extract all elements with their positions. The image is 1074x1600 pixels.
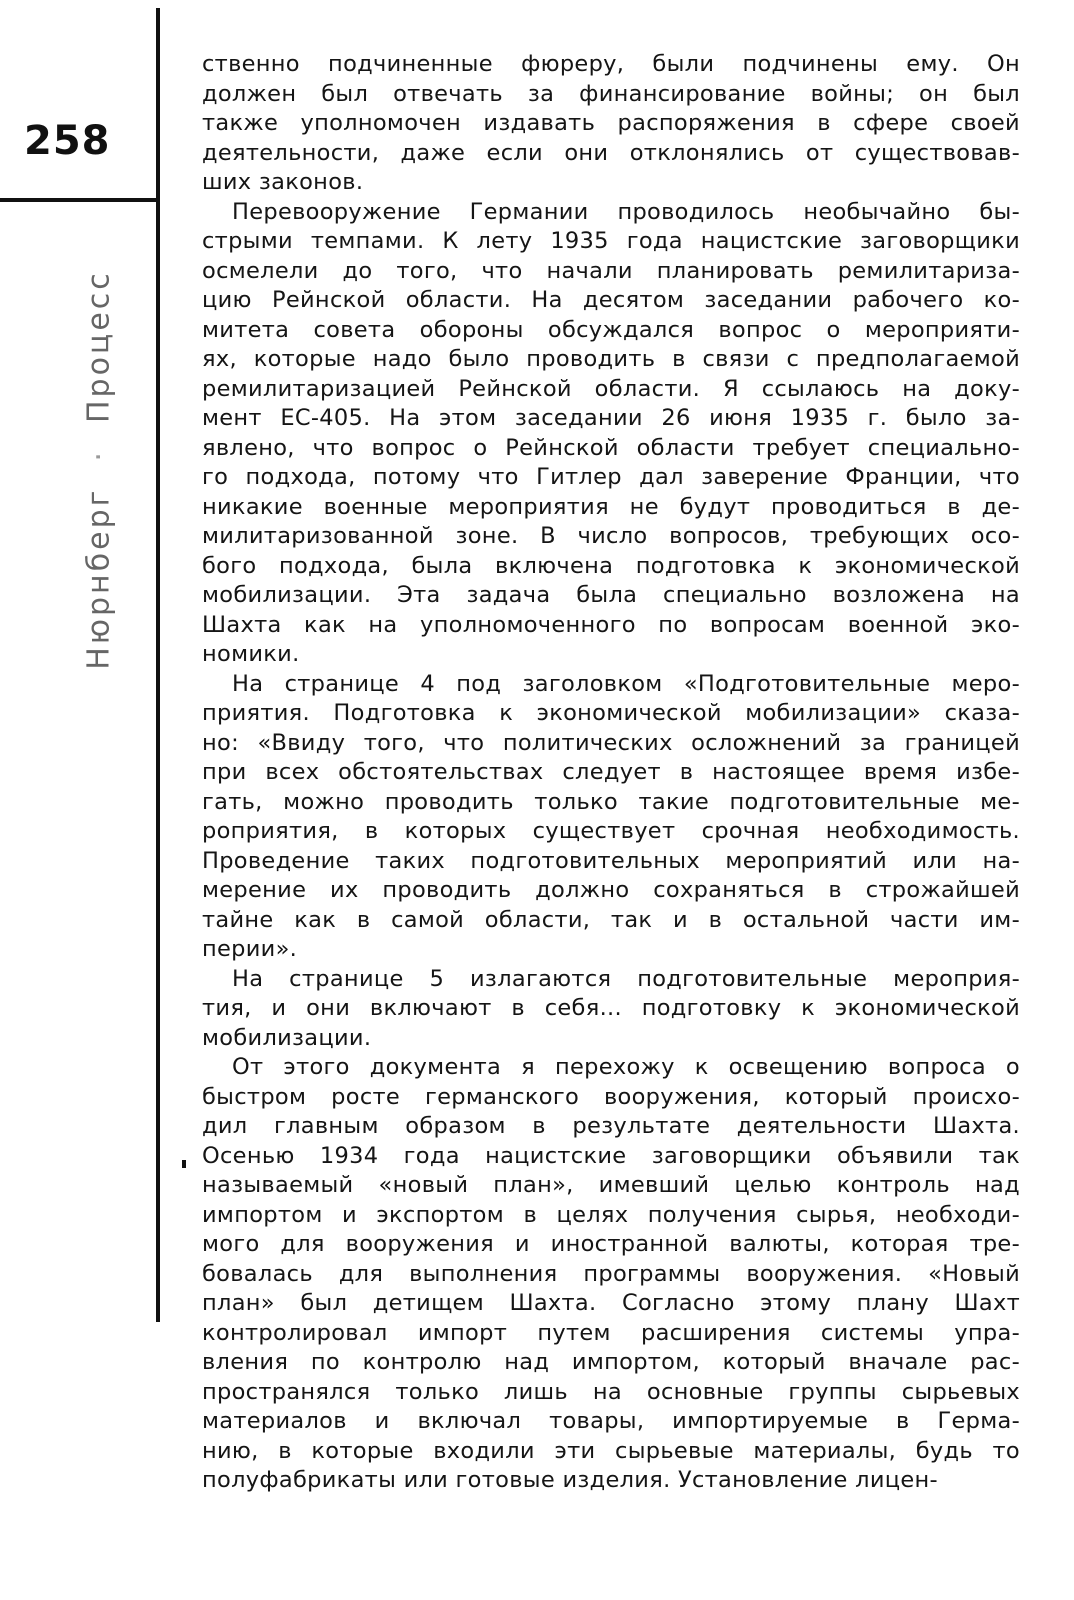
text-line: контролировал импорт путем расширения системы упра- — [202, 1319, 1020, 1346]
page-number-rule — [0, 198, 160, 202]
text-line: полуфабрикаты или готовые изделия. Установление лицен- — [202, 1467, 938, 1493]
text-line: явлено, что вопрос о Рейнской области требует специально- — [202, 434, 1020, 461]
page-number: 258 — [24, 118, 111, 164]
text-line: деятельности, даже если они отклонялись от существовав- — [202, 139, 1020, 166]
text-line: никакие военные мероприятия не будут проводиться в де- — [202, 493, 1020, 520]
text-line: ших законов. — [202, 169, 364, 195]
text-line: бого подхода, была включена подготовка к экономической — [202, 552, 1020, 579]
text-line: мент ЕС-405. На этом заседании 26 июня 1935 г. было за- — [202, 405, 1020, 431]
text-line: мобилизации. — [202, 1024, 372, 1051]
paragraph — [202, 50, 1020, 198]
text-line: роприятия, в которых существует срочная необходимость. — [202, 818, 1020, 844]
text-line: стрыми темпами. К лету 1935 года нацистские заговорщики — [202, 228, 1020, 254]
body-text — [202, 50, 1020, 1496]
text-line: дил главным образом в результате деятельности Шахта. — [202, 1113, 1020, 1139]
text-line: От этого документа я перехожу к освещению вопроса о — [232, 1054, 1020, 1080]
text-line: план» был детищем Шахта. Согласно этому плану Шахт — [202, 1290, 1020, 1316]
text-line: Шахта как на уполномоченного по вопросам военной эко- — [202, 611, 1020, 638]
text-line: перии». — [202, 936, 298, 962]
text-line: гать, можно проводить только такие подготовительные ме- — [202, 788, 1020, 815]
text-line: импортом и экспортом в целях получения сырья, необходи- — [202, 1201, 1020, 1228]
margin-rule — [156, 8, 160, 1322]
text-line: милитаризованной зоне. В число вопросов, требующих осо- — [202, 523, 1020, 549]
running-title-part-2: Процесс — [81, 270, 117, 424]
text-line: быстром росте германского вооружения, который происхо- — [202, 1083, 1020, 1110]
text-line: при всех обстоятельствах следует в настоящее время избе- — [202, 759, 1020, 785]
text-line: Проведение таких подготовительных мероприятий или на- — [202, 847, 1020, 874]
paragraph — [202, 198, 1020, 670]
text-line: нию, в которые входили эти сырьевые материалы, будь то — [202, 1437, 1020, 1464]
text-line: ремилитаризацией Рейнской области. Я ссылаюсь на доку- — [202, 375, 1020, 402]
text-line: мого для вооружения и иностранной валюты, которая тре- — [202, 1231, 1020, 1257]
text-line: называемый «новый план», имевший целью контроль над — [202, 1172, 1020, 1198]
text-line: бовалась для выполнения программы вооружения. «Новый — [202, 1260, 1020, 1287]
paragraph — [202, 670, 1020, 965]
text-line: мобилизации. Эта задача была специально возложена на — [202, 582, 1020, 608]
text-line: также уполномочен издавать распоряжения в сфере своей — [202, 110, 1020, 136]
text-line: мерение их проводить должно сохраняться в строжайшей — [202, 877, 1020, 903]
text-line: пространялся только лишь на основные группы сырьевых — [202, 1378, 1020, 1405]
running-title-separator: · — [81, 449, 117, 462]
running-title — [82, 270, 117, 670]
text-line: ственно подчиненные фюреру, были подчинены ему. Он — [202, 51, 1020, 77]
text-line: На странице 4 под заголовком «Подготовительные меро- — [232, 670, 1020, 697]
text-line: приятия. Подготовка к экономической мобилизации» сказа- — [202, 700, 1020, 726]
running-title-part-1: Нюрнберг — [81, 487, 117, 670]
text-line: митета совета обороны обсуждался вопрос о мероприяти- — [202, 316, 1020, 343]
text-line: тия, и они включают в себя... подготовку к экономической — [202, 995, 1020, 1021]
text-line: На странице 5 излагаются подготовительные мероприя- — [232, 965, 1020, 992]
paragraph — [202, 1053, 1020, 1496]
text-line: материалов и включал товары, импортируемые в Герма- — [202, 1408, 1020, 1434]
text-line: вления по контролю над импортом, который вначале рас- — [202, 1349, 1020, 1375]
text-line: ях, которые надо было проводить в связи с предполагаемой — [202, 346, 1020, 372]
text-line: номики. — [202, 641, 300, 667]
paragraph — [202, 965, 1020, 1054]
text-line: но: «Ввиду того, что политических осложнений за границей — [202, 729, 1020, 756]
margin-mark — [182, 1160, 186, 1168]
text-line: Перевооружение Германии проводилось необычайно бы- — [232, 198, 1020, 225]
text-line: Осенью 1934 года нацистские заговорщики объявили так — [202, 1142, 1020, 1169]
text-line: цию Рейнской области. На десятом заседании рабочего ко- — [202, 287, 1020, 313]
text-line: должен был отвечать за финансирование войны; он был — [202, 80, 1020, 107]
text-line: тайне как в самой области, так и в остальной части им- — [202, 906, 1020, 933]
text-line: осмелели до того, что начали планировать ремилитариза- — [202, 257, 1020, 284]
text-line: го подхода, потому что Гитлер дал заверение Франции, что — [202, 464, 1020, 490]
